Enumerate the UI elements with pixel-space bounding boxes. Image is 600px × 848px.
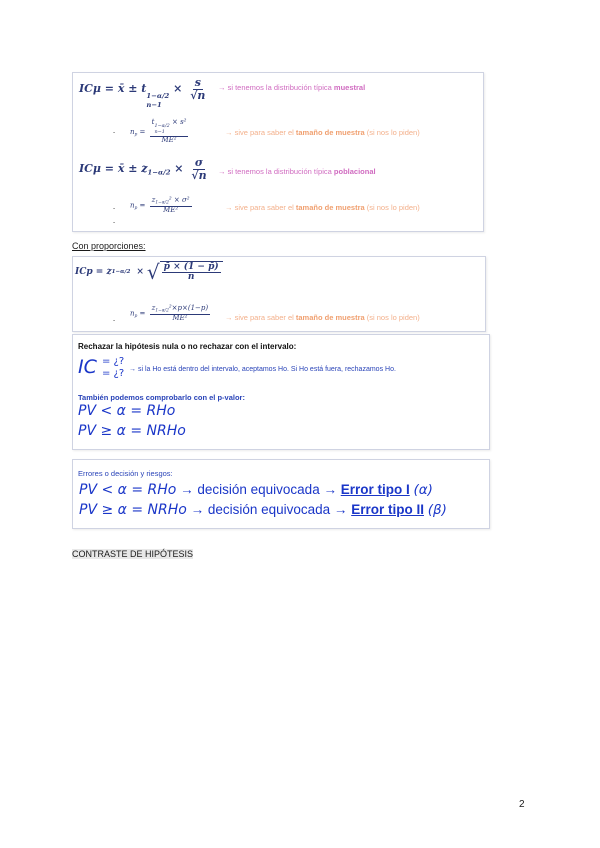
ci-formula-z	[79, 157, 211, 181]
ci-size-t-lhs: n	[130, 127, 135, 136]
ci-size-t-eq: =	[139, 127, 146, 136]
prop-formula-radicand	[160, 261, 223, 283]
ci-formula-t-sub: 1−α/2	[146, 92, 170, 101]
prop-formula-lhs: ICp = z	[75, 266, 112, 277]
ci-size-t-lhs-sub: p	[134, 132, 138, 138]
err-line-1	[79, 482, 433, 498]
err-line-2	[79, 502, 447, 518]
ci-bullet-2: -	[113, 205, 116, 212]
hyp-ic-top: = ¿?	[101, 356, 125, 367]
hyp-line-1: PV < α = RHo	[78, 403, 176, 419]
ci-note-z	[218, 167, 376, 176]
ci-note-z-bold: poblacional	[333, 167, 376, 176]
prop-size-num-rest: ²×p×(1−p)	[168, 304, 209, 312]
err-line-2-text: → decisión equivocada →	[190, 502, 348, 517]
hyp-ic-note: → si la Ho está dentro del intervalo, aceptamos Ho. Si Ho está fuera, rechazamos Ho.	[129, 366, 396, 373]
prop-size-den: ME²	[172, 314, 188, 323]
ci-note-size-z	[225, 203, 420, 212]
ci-formula-z-num: σ	[194, 156, 204, 169]
ci-formula-t-times: ×	[173, 82, 183, 96]
hypothesis-box	[72, 334, 490, 450]
ci-size-z-num-sub: 1−α/2	[155, 200, 169, 206]
prop-size	[130, 305, 212, 322]
prop-size-num-stat: z	[151, 304, 156, 312]
err-line-1-text: → decisión equivocada →	[180, 482, 337, 497]
hyp-title: Rechazar la hipótesis nula o no rechazar con el intervalo:	[78, 342, 297, 351]
ci-size-z-eq: =	[139, 201, 146, 210]
prop-size-lhs-sub: p	[134, 314, 138, 320]
errors-box	[72, 459, 490, 529]
prop-formula-sub: 1−α/2	[111, 268, 131, 275]
prop-bullet: -	[113, 317, 116, 324]
ci-size-z-fraction	[150, 197, 192, 214]
ci-note-size-t-end: (si nos lo piden)	[366, 128, 420, 137]
ci-formula-z-stat: z	[141, 162, 148, 176]
ci-formula-z-fraction	[189, 157, 208, 181]
ci-note-z-text: → si tenemos la distribución típica	[218, 167, 332, 176]
ci-size-t-num-stat: t	[151, 118, 155, 126]
ci-size-z-lhs-sub: p	[134, 206, 138, 212]
ci-size-t-num-sub: 1−α/2	[154, 123, 170, 130]
prop-note-text: → sive para saber el	[225, 313, 294, 322]
prop-formula-den: n	[187, 272, 195, 283]
ci-note-size-t-bold: tamaño de muestra	[295, 128, 365, 137]
page-number: 2	[519, 799, 525, 810]
prop-size-num-sub: 1−α/2	[155, 308, 169, 314]
ci-note-t-bold: muestral	[333, 83, 366, 92]
ci-size-z-den: ME²	[163, 206, 179, 215]
ci-size-z-num-stat: z	[151, 196, 156, 204]
ci-note-size-z-text: → sive para saber el	[225, 203, 294, 212]
ci-formula-z-den: √n	[191, 168, 207, 182]
hyp-ic-bottom: = ¿?	[101, 367, 125, 379]
ci-formula-t-den: √n	[190, 88, 206, 102]
ci-formula-z-lhs: ICμ = x̄ ±	[79, 162, 138, 176]
ci-note-size-z-bold: tamaño de muestra	[295, 203, 365, 212]
ci-size-t-fraction	[150, 119, 189, 145]
hyp-ic-symbol: IC	[78, 356, 97, 378]
ci-proportion-box	[72, 256, 486, 332]
prop-size-lhs: n	[130, 309, 135, 318]
ci-size-t	[130, 119, 190, 145]
ci-size-z-num-rest: ² × σ²	[168, 196, 190, 204]
ci-size-t-num-df: n−1	[154, 129, 165, 136]
error-type-2-link[interactable]: Error tipo II	[351, 502, 424, 517]
err-line-2-beta: (β)	[427, 502, 447, 518]
err-title: Errores o decisión y riesgos:	[78, 469, 173, 478]
ci-note-t-text: → si tenemos la distribución típica	[218, 83, 332, 92]
hyp-line-2: PV ≥ α = NRHo	[78, 423, 186, 439]
ci-formula-t-fraction	[188, 77, 207, 101]
err-line-2-math: PV ≥ α = NRHo	[79, 502, 187, 518]
prop-note-end: (si nos lo piden)	[366, 313, 420, 322]
ci-size-z-lhs: n	[130, 201, 135, 210]
ci-note-t	[218, 83, 365, 92]
ci-formula-z-sub: 1−α/2	[147, 168, 171, 177]
ci-formula-z-times: ×	[174, 162, 184, 176]
ci-formula-t-num: s	[194, 76, 201, 89]
ci-size-t-num	[150, 119, 189, 137]
err-line-1-alpha: (α)	[413, 482, 433, 498]
prop-formula-times: ×	[136, 266, 144, 277]
prop-formula	[75, 261, 223, 283]
prop-note	[225, 313, 420, 322]
proportions-label: Con proporciones:	[72, 241, 146, 251]
ci-bullet-3: -	[113, 219, 116, 226]
sqrt-icon: √	[146, 259, 160, 284]
section-heading: CONTRASTE DE HIPÓTESIS	[72, 549, 194, 559]
prop-note-bold: tamaño de muestra	[295, 313, 365, 322]
prop-formula-fraction	[162, 263, 221, 283]
prop-size-eq: =	[139, 309, 146, 318]
ci-size-z	[130, 197, 194, 214]
ci-bullet-1: -	[113, 129, 116, 136]
prop-size-fraction	[150, 305, 211, 322]
ci-note-size-z-end: (si nos lo piden)	[366, 203, 420, 212]
err-line-1-math: PV < α = RHo	[79, 482, 177, 498]
ci-note-size-t	[225, 128, 420, 137]
ci-formula-t	[79, 77, 209, 110]
ci-formula-t-lhs: ICμ = x̄ ±	[79, 82, 138, 96]
ci-mean-box	[72, 72, 484, 232]
error-type-1-link[interactable]: Error tipo I	[340, 482, 410, 497]
ci-formula-t-stat: t	[141, 82, 147, 96]
ci-size-t-den: ME²	[161, 136, 177, 145]
ci-note-size-t-text: → sive para saber el	[225, 128, 294, 137]
ci-formula-t-df: n−1	[146, 101, 162, 110]
hyp-ic	[78, 356, 124, 379]
hyp-pvalue-title: También podemos comprobarlo con el p-valor:	[78, 393, 245, 402]
prop-formula-num: p̄ × (1 − p̄)	[163, 262, 219, 272]
ci-size-t-num-rest: × s²	[171, 118, 187, 126]
